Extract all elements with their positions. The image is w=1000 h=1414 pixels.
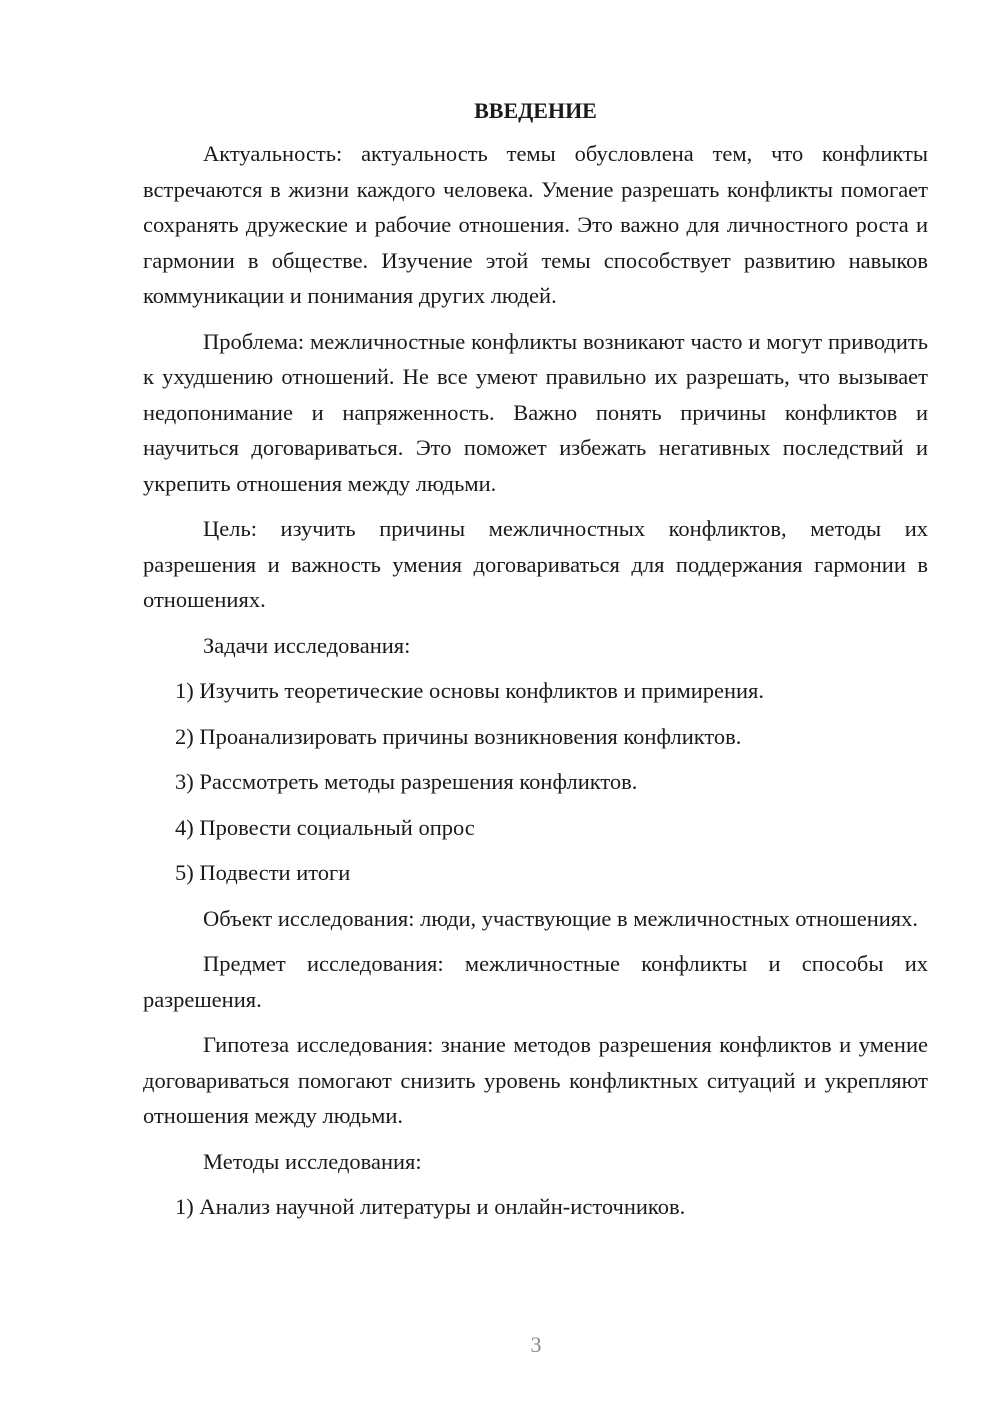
object-paragraph: Объект исследования: люди, участвующие в межличностных отношениях. — [203, 905, 919, 931]
goal-paragraph: Цель: изучить причины межличностных конфликтов, методы их разрешения и важность умения договариваться для поддержания гармонии в отношениях. — [143, 516, 928, 612]
methods-label: Методы исследования: — [203, 1148, 422, 1174]
page-number: 3 — [530, 1332, 542, 1357]
section-heading: ВВЕДЕНИЕ — [474, 98, 597, 123]
list-item: 4) Провести социальный опрос — [175, 814, 475, 840]
list-item: 1) Анализ научной литературы и онлайн-источников. — [175, 1194, 686, 1219]
relevance-paragraph: Актуальность: актуальность темы обусловлена тем, что конфликты встречаются в жизни каждого человека. Умение разрешать конфликты помогает сохранять дружеские и рабочие отношения. Это важно для личностного роста и гармонии в обществе. Изучение этой темы способствует развитию навыков коммуникации и понимания других людей. — [143, 141, 928, 308]
tasks-list — [143, 673, 928, 891]
list-item: 2) Проанализировать причины возникновения конфликтов. — [175, 723, 742, 749]
methods-list — [143, 1189, 928, 1225]
problem-paragraph: Проблема: межличностные конфликты возникают часто и могут приводить к ухудшению отношений. Не все умеют правильно их разрешать, что вызывает недопонимание и напряженность. Важно понять причины конфликтов и научиться договариваться. Это поможет избежать негативных последствий и укрепить отношения между людьми. — [143, 328, 928, 496]
hypothesis-paragraph: Гипотеза исследования: знание методов разрешения конфликтов и умение договариваться помогают снизить уровень конфликтных ситуаций и укрепляют отношения между людьми. — [143, 1032, 928, 1128]
page-content — [143, 96, 928, 1235]
tasks-label: Задачи исследования: — [203, 632, 411, 658]
list-item: 3) Рассмотреть методы разрешения конфликтов. — [175, 769, 638, 794]
subject-paragraph: Предмет исследования: межличностные конфликты и способы их разрешения. — [143, 951, 928, 1012]
list-item: 5) Подвести итоги — [175, 860, 351, 885]
list-item: 1) Изучить теоретические основы конфликтов и примирения. — [175, 678, 765, 703]
